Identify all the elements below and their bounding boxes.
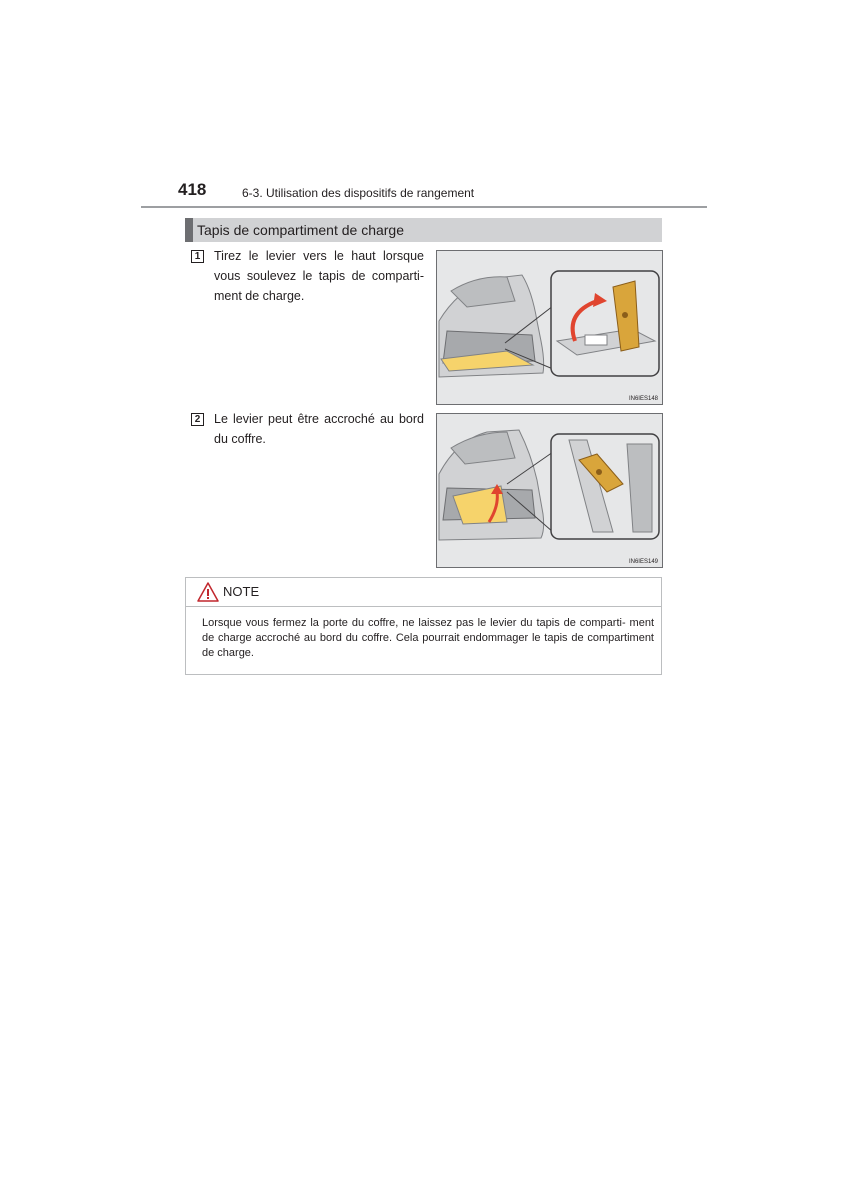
- warning-triangle-icon: [197, 582, 219, 607]
- step-1-number: 1: [191, 250, 204, 263]
- figure-code: IN6IES149: [628, 559, 658, 565]
- header-rule: [141, 206, 707, 208]
- note-title: NOTE: [223, 584, 260, 599]
- step-2-text: Le levier peut être accroché au bord du coffre.: [214, 412, 424, 446]
- step-2-figure: [436, 413, 663, 568]
- running-header: 6-3. Utilisation des dispositifs de rangement: [242, 186, 475, 200]
- note-box: [185, 577, 662, 675]
- page-number: 418: [178, 180, 207, 199]
- note-divider: [186, 606, 661, 607]
- figure-code: IN6IES148: [628, 396, 658, 402]
- step-2-number: 2: [191, 413, 204, 426]
- step-1-figure: [436, 250, 663, 405]
- step-1-text: Tirez le levier vers le haut lorsque vous soulevez le tapis de comparti- ment de charge.: [214, 249, 424, 303]
- note-body: Lorsque vous fermez la porte du coffre, ne laissez pas le levier du tapis de comparti- ment de charge accroché au bord du coffre. Cela pourrait endommager le tapis de compartiment de charge.: [202, 617, 654, 659]
- section-header: [185, 218, 662, 242]
- section-title: Tapis de compartiment de charge: [197, 222, 404, 238]
